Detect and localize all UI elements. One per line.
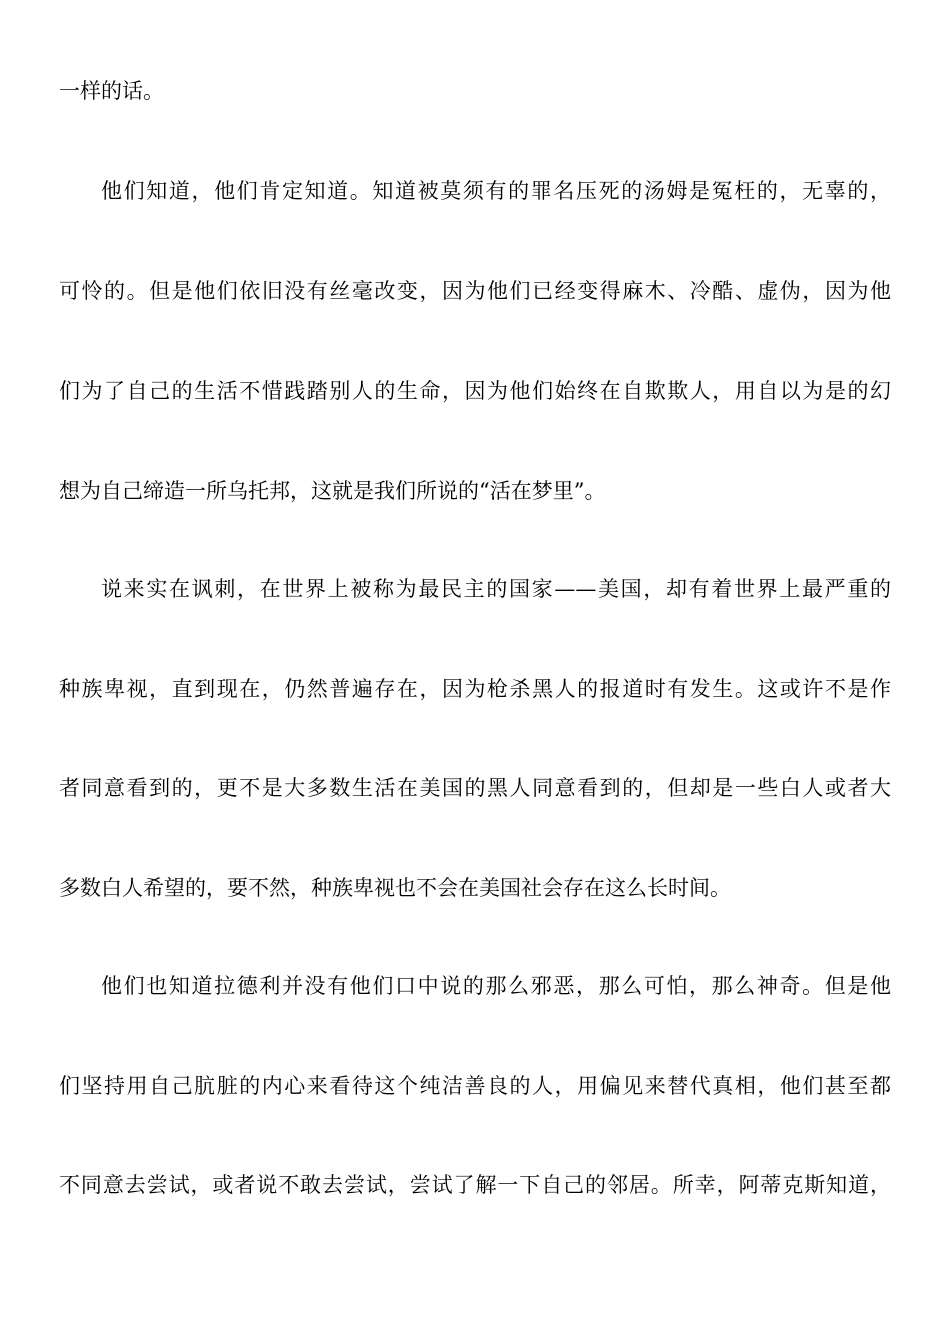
text-line: 想为自己缔造一所乌托邦，这就是我们所说的“活在梦里”。 bbox=[59, 479, 606, 503]
text-line: 可怜的。但是他们依旧没有丝毫改变，因为他们已经变得麻木、冷酷、虚伪，因为他 bbox=[59, 279, 891, 303]
text-line: 说来实在讽刺，在世界上被称为最民主的国家——美国，却有着世界上最严重的 bbox=[101, 577, 891, 601]
text-line: 者同意看到的，更不是大多数生活在美国的黑人同意看到的，但却是一些白人或者大 bbox=[59, 776, 891, 800]
text-line: 们坚持用自己肮脏的内心来看待这个纯洁善良的人，用偏见来替代真相，他们甚至都 bbox=[59, 1074, 891, 1098]
text-line: 不同意去尝试，或者说不敢去尝试，尝试了解一下自己的邻居。所幸，阿蒂克斯知道， bbox=[59, 1173, 891, 1197]
text-line: 他们知道，他们肯定知道。知道被莫须有的罪名压死的汤姆是冤枉的，无辜的， bbox=[101, 179, 891, 203]
text-line: 他们也知道拉德利并没有他们口中说的那么邪恶，那么可怕，那么神奇。但是他 bbox=[101, 974, 891, 998]
text-line: 一样的话。 bbox=[59, 79, 164, 103]
text-line: 种族卑视，直到现在，仍然普遍存在，因为枪杀黑人的报道时有发生。这或许不是作 bbox=[59, 677, 891, 701]
text-line: 们为了自己的生活不惜践踏别人的生命，因为他们始终在自欺欺人，用自以为是的幻 bbox=[59, 379, 891, 403]
text-line: 多数白人希望的，要不然，种族卑视也不会在美国社会存在这么长时间。 bbox=[59, 876, 731, 900]
